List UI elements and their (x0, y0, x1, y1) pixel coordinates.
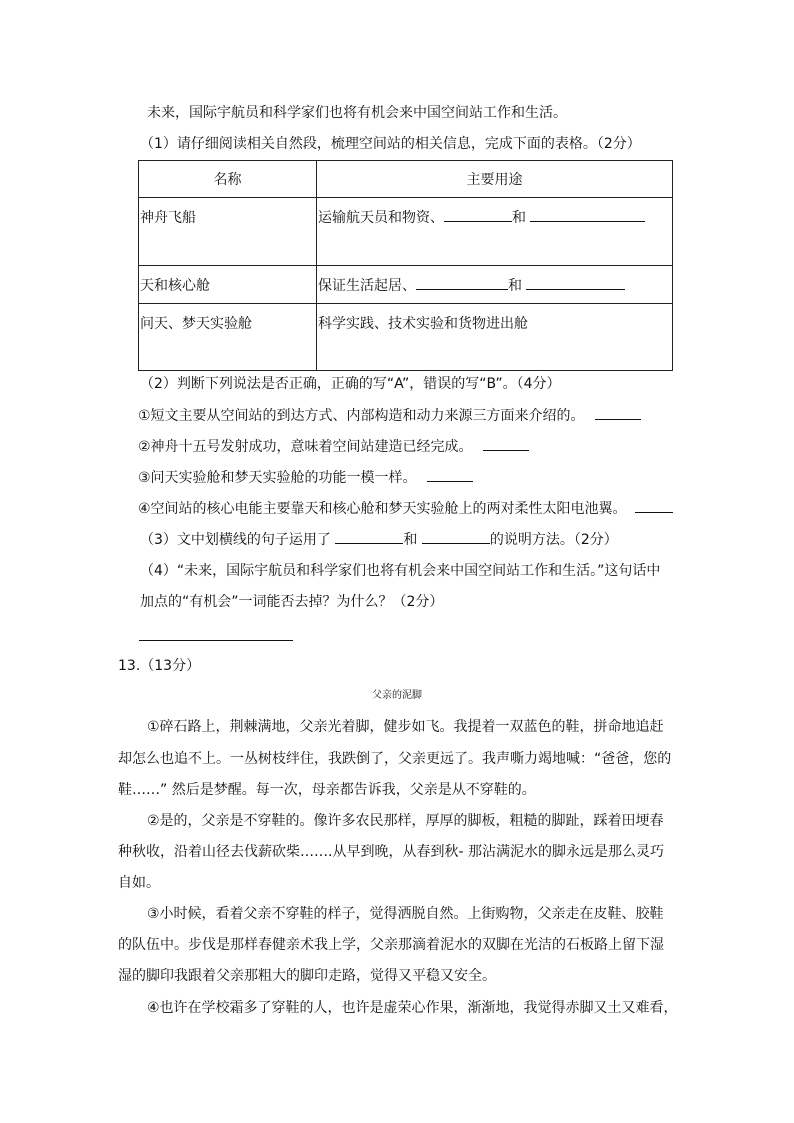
answer-blank[interactable] (530, 207, 645, 222)
passage-line: ④也许在学校霜多了穿鞋的人，也许是虚荣心作果，渐渐地，我觉得赤脚又土又难看， (147, 1000, 678, 1016)
passage-line: 湿的脚印我跟着父亲那粗大的脚印走路，觉得又平稳又安全。 (118, 968, 496, 984)
passage-line: 种秋收，沿着山径去伐薪砍柴…….从早到晚，从春到秋- 那沾满泥水的脚永远是那么灵巧 (118, 844, 664, 860)
use-text: 保证生活起居、 (318, 278, 416, 294)
table-cell-name: 天和核心舱 (139, 266, 317, 304)
question-2-prompt: （2）判断下列说法是否正确，正确的写“A”，错误的写“B”。（4分） (140, 376, 561, 392)
passage-line: 自如。 (118, 875, 160, 891)
answer-blank[interactable] (444, 207, 512, 222)
judge-item: ④空间站的核心电能主要靠天和核心舱和梦天实验舱上的两对柔性太阳电池翼。 (138, 498, 673, 519)
answer-blank[interactable] (422, 529, 490, 544)
answer-blank[interactable] (595, 405, 641, 420)
table-header-name: 名称 (139, 161, 317, 198)
table-cell-name: 问天、梦天实验舱 (139, 304, 317, 371)
passage-line: 却怎么也追不上。一丛树枝绊住，我跌倒了，父亲更远了。我声嘶力竭地喊：“爸爸，您的 (118, 751, 672, 767)
judge-item: ②神舟十五号发射成功，意味着空间站建造已经完成。 (138, 436, 529, 457)
passage-line: ②是的，父亲是不穿鞋的。像许多农民那样，厚厚的脚板，粗糙的脚趾，踩着田埂春 (147, 813, 664, 829)
passage-line: 的队伍中。步伐是那样春健亲术我上学，父亲那滴着泥水的双脚在光洁的石板路上留下湿 (118, 937, 664, 953)
passage-title: 父亲的泥脚 (372, 690, 422, 701)
question-3: （3）文中划横线的句子运用了 和 的说明方法。（2分） (140, 529, 618, 550)
answer-line[interactable] (139, 626, 293, 641)
table-header-use: 主要用途 (317, 161, 673, 198)
use-and: 和 (508, 278, 522, 294)
answer-blank[interactable] (526, 275, 625, 290)
table-cell-use (317, 266, 673, 304)
question-4-line1: （4）“未来，国际宇航员和科学家们也将有机会来中国空间站工作和生活。”这句话中 (140, 563, 661, 579)
table-cell-name: 神舟飞船 (139, 198, 317, 266)
judge-item: ③问天实验舱和梦天实验舱的功能一模一样。 (138, 467, 473, 488)
table-header-row (139, 161, 673, 198)
table-cell-use: 科学实践、技术实验和货物进出舱 (317, 304, 673, 371)
intro-line: 未来，国际宇航员和科学家们也将有机会来中国空间站工作和生活。 (147, 105, 567, 121)
table-row (139, 304, 673, 371)
answer-blank[interactable] (427, 467, 473, 482)
question-4-line2: 加点的“有机会”一词能否去掉？为什么？（2分） (140, 594, 444, 610)
passage-line: ③小时候，看着父亲不穿鞋的样子，觉得洒脱自然。上街购物，父亲走在皮鞋、胶鞋 (147, 906, 664, 922)
passage-line: ①碎石路上，荆棘满地，父亲光着脚，健步如飞。我提着一双蓝色的鞋，拼命地追赶 (147, 719, 664, 735)
info-table (138, 160, 673, 371)
use-text: 运输航天员和物资、 (318, 210, 444, 226)
answer-blank[interactable] (483, 436, 529, 451)
passage-line: 鞋……” 然后是梦醒。每一次，母亲都告诉我，父亲是从不穿鞋的。 (118, 782, 536, 798)
section-13-number: 13.（13分） (118, 658, 201, 674)
table-cell-use (317, 198, 673, 266)
use-and: 和 (512, 210, 526, 226)
judge-item: ①短文主要从空间站的到达方式、内部构造和动力来源三方面来介绍的。 (138, 405, 641, 426)
table-row (139, 198, 673, 266)
answer-blank[interactable] (635, 498, 673, 513)
question-1-prompt: （1）请仔细阅读相关自然段，梳理空间站的相关信息，完成下面的表格。（2分） (140, 136, 641, 152)
answer-blank[interactable] (335, 529, 403, 544)
table-row (139, 266, 673, 304)
answer-blank[interactable] (416, 275, 508, 290)
